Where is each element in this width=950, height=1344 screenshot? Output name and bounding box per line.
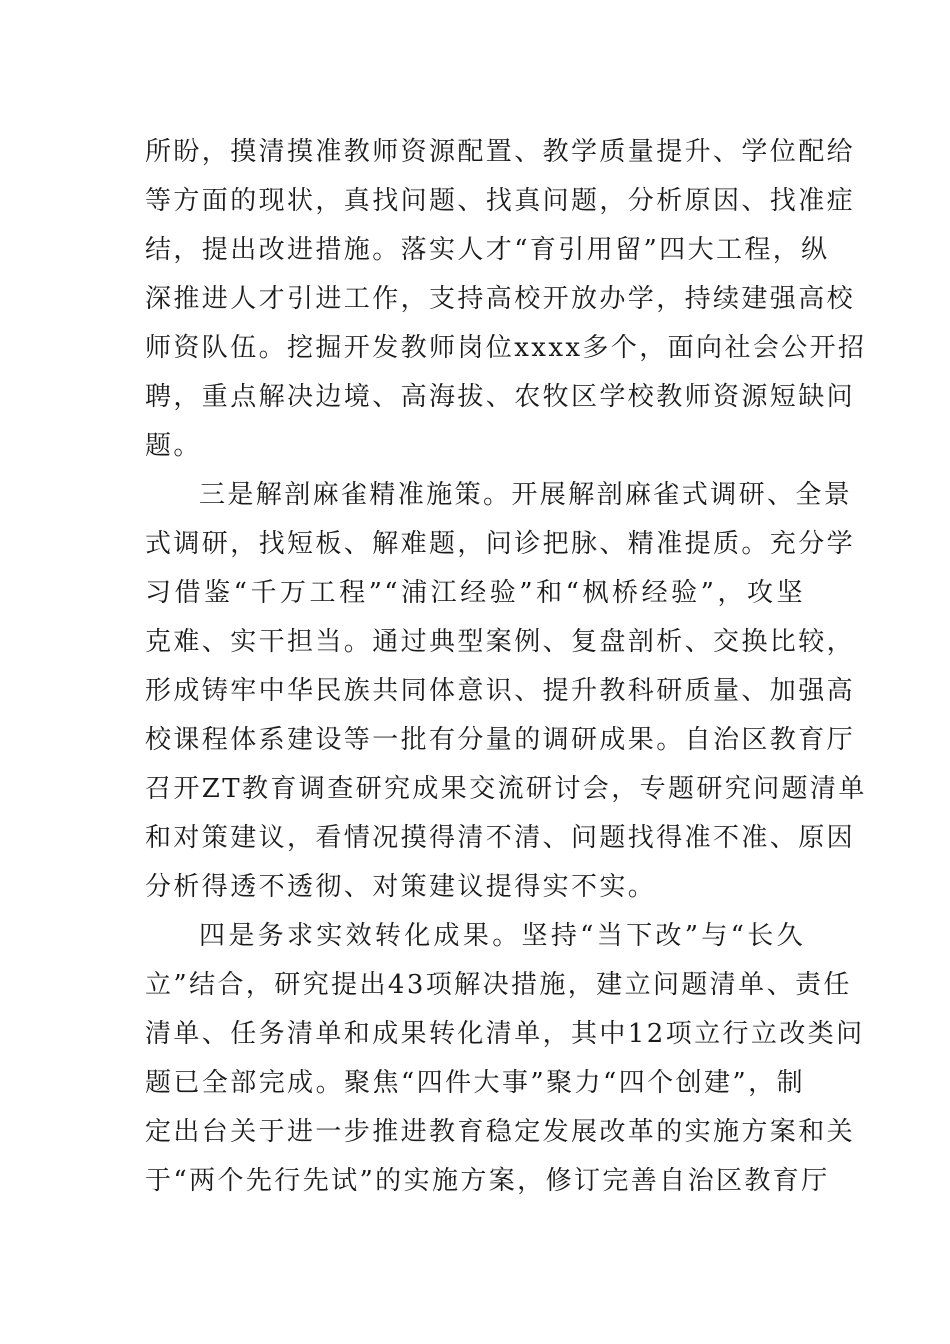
paragraph-1 xyxy=(145,128,867,471)
text-line: 分析得透不透彻、对策建议提得实不实。 xyxy=(145,872,657,902)
text-line: 式调研，找短板、解难题，问诊把脉、精准提质。充分学 xyxy=(145,529,856,559)
text-line: 所盼，摸清摸准教师资源配置、教学质量提升、学位配给 xyxy=(145,137,856,167)
text-line: 三是解剖麻雀精准施策。开展解剖麻雀式调研、全景 xyxy=(199,480,853,510)
text-line: 克难、实干担当。通过典型案例、复盘剖析、交换比较， xyxy=(145,627,856,657)
text-line: 深推进人才引进工作，支持高校开放办学，持续建强高校 xyxy=(145,284,856,314)
text-line: 题已全部完成。聚焦“四件大事”聚力“四个创建”，制 xyxy=(145,1068,805,1098)
text-line: 形成铸牢中华民族共同体意识、提升教科研质量、加强高 xyxy=(145,676,856,706)
text-line: 题。 xyxy=(145,431,202,461)
text-line: 于“两个先行先试”的实施方案，修订完善自治区教育厅 xyxy=(145,1166,830,1196)
paragraph-3 xyxy=(145,912,865,1206)
text-line: 等方面的现状，真找问题、找真问题，分析原因、找准症 xyxy=(145,186,856,216)
text-line: 召开ZT教育调查研究成果交流研讨会，专题研究问题清单 xyxy=(145,774,867,804)
text-line: 习借鉴“千万工程”“浦江经验”和“枫桥经验”，攻坚 xyxy=(145,578,805,608)
text-line: 立”结合，研究提出43项解决措施，建立问题清单、责任 xyxy=(145,970,852,1000)
text-line: 清单、任务清单和成果转化清单，其中12项立行立改类问 xyxy=(145,1019,865,1049)
text-line: 师资队伍。挖掘开发教师岗位xxxx多个，面向社会公开招 xyxy=(145,333,867,363)
text-line: 四是务求实效转化成果。坚持“当下改”与“长久 xyxy=(199,921,805,951)
text-line: 结，提出改进措施。落实人才“育引用留”四大工程，纵 xyxy=(145,235,830,265)
text-line: 聘，重点解决边境、高海拔、农牧区学校教师资源短缺问 xyxy=(145,382,856,412)
text-line: 定出台关于进一步推进教育稳定发展改革的实施方案和关 xyxy=(145,1117,856,1147)
text-line: 校课程体系建设等一批有分量的调研成果。自治区教育厅 xyxy=(145,725,856,755)
text-line: 和对策建议，看情况摸得清不清、问题找得准不准、原因 xyxy=(145,823,856,853)
document-body xyxy=(145,128,867,1206)
paragraph-2 xyxy=(145,471,867,912)
